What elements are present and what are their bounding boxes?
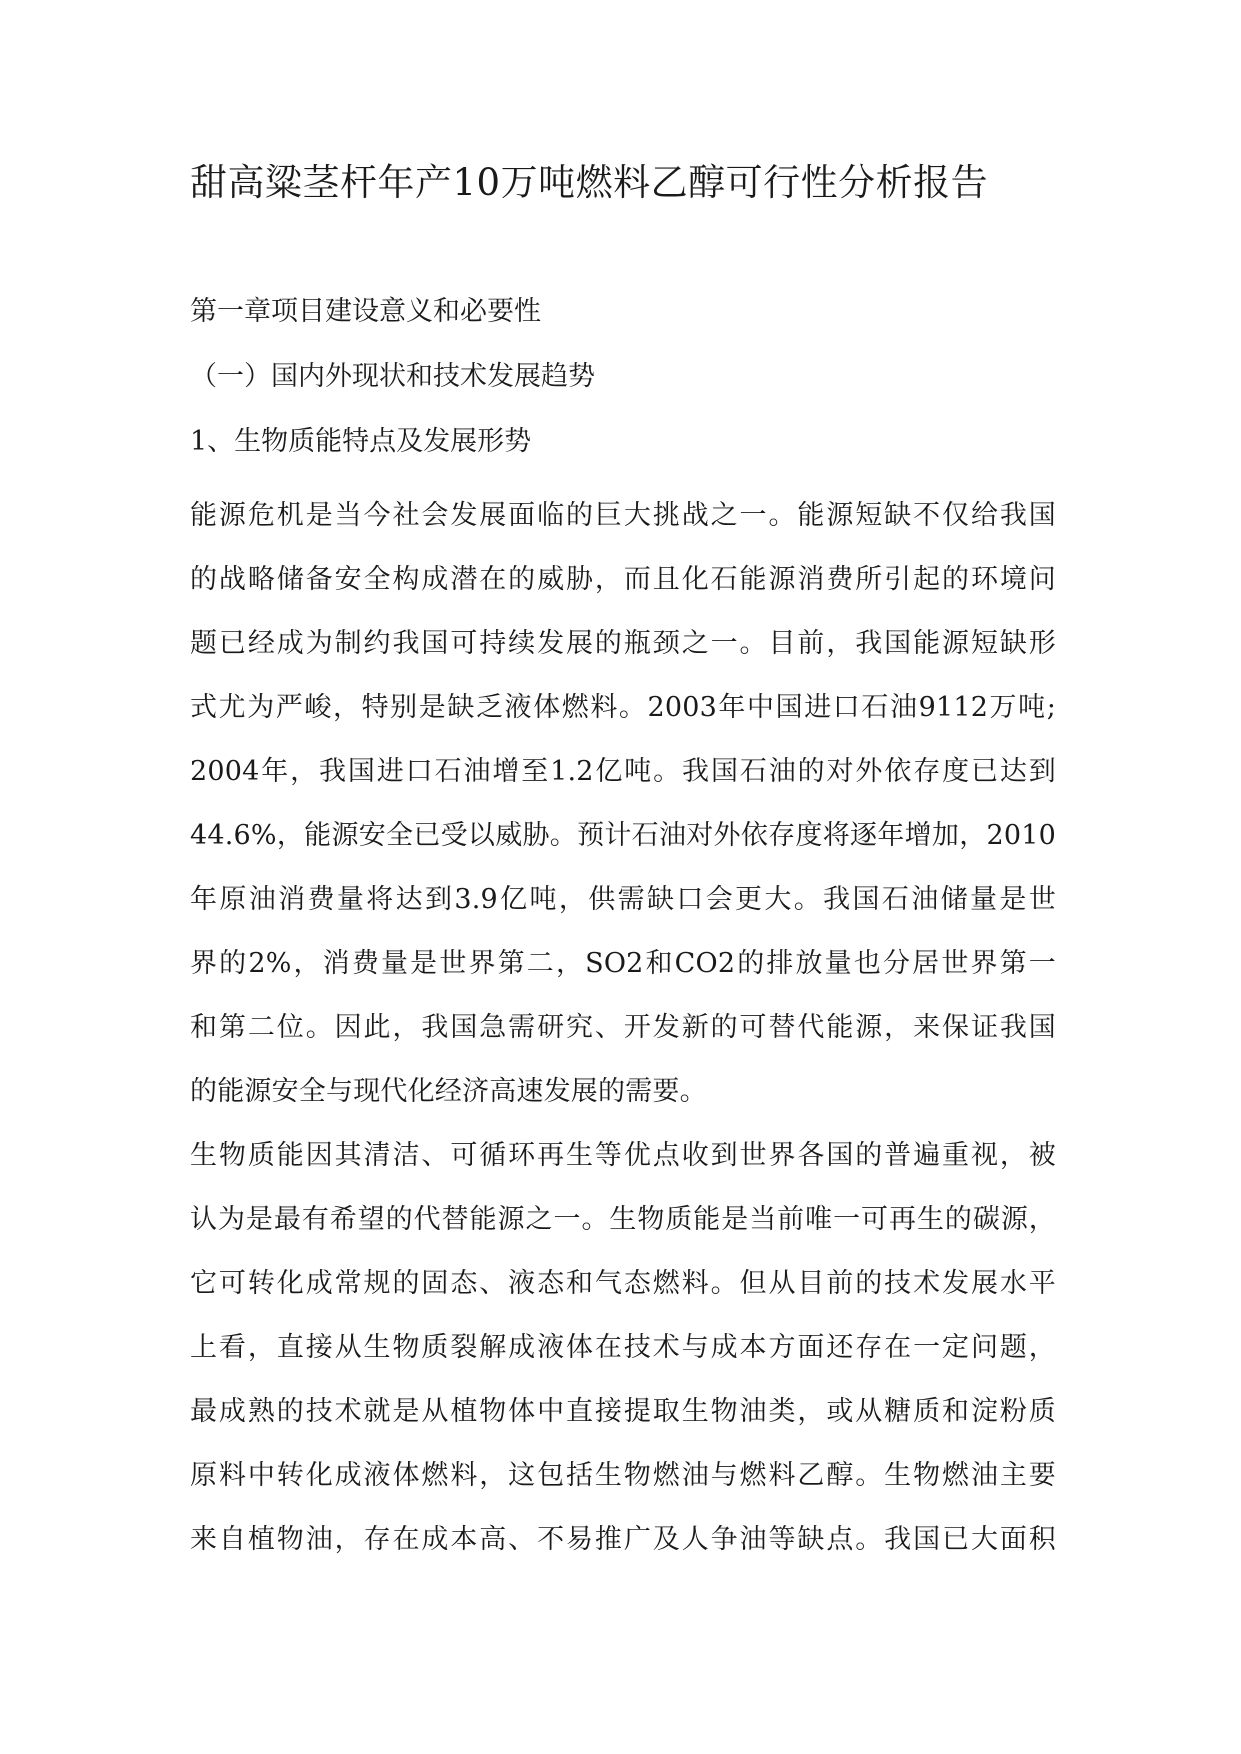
- subsection-heading: 1、生物质能特点及发展形势: [190, 426, 532, 457]
- paragraph-line: 上看，直接从生物质裂解成液体在技术与成本方面还存在一定问题，: [190, 1332, 1056, 1363]
- document-title: 甜高粱茎杆年产10万吨燃料乙醇可行性分析报告: [190, 161, 989, 204]
- paragraph-line: 44.6%，能源安全已受以威胁。预计石油对外依存度将逐年增加，2010: [190, 820, 1056, 851]
- paragraph-line: 能源危机是当今社会发展面临的巨大挑战之一。能源短缺不仅给我国: [190, 500, 1056, 531]
- paragraph-line: 它可转化成常规的固态、液态和气态燃料。但从目前的技术发展水平: [190, 1268, 1056, 1299]
- paragraph-line: 来自植物油，存在成本高、不易推广及人争油等缺点。我国已大面积: [190, 1524, 1056, 1555]
- paragraph-line: 和第二位。因此，我国急需研究、开发新的可替代能源，来保证我国: [190, 1012, 1056, 1043]
- section-heading: （一）国内外现状和技术发展趋势: [190, 361, 595, 392]
- paragraph-line: 生物质能因其清洁、可循环再生等优点收到世界各国的普遍重视，被: [190, 1140, 1056, 1171]
- paragraph-line: 认为是最有希望的代替能源之一。生物质能是当前唯一可再生的碳源，: [190, 1204, 1056, 1235]
- paragraph-line: 年原油消费量将达到3.9亿吨，供需缺口会更大。我国石油储量是世: [190, 884, 1056, 915]
- paragraph-line: 的能源安全与现代化经济高速发展的需要。: [190, 1076, 707, 1107]
- paragraph-energy-crisis: [190, 484, 1056, 1124]
- paragraph-line: 的战略储备安全构成潜在的威胁，而且化石能源消费所引起的环境问: [190, 564, 1056, 595]
- paragraph-line: 最成熟的技术就是从植物体中直接提取生物油类，或从糖质和淀粉质: [190, 1396, 1056, 1427]
- paragraph-biomass-energy: [190, 1124, 1056, 1572]
- paragraph-line: 界的2%，消费量是世界第二，SO2和CO2的排放量也分居世界第一: [190, 948, 1056, 979]
- chapter-heading: 第一章项目建设意义和必要性: [190, 296, 541, 327]
- paragraph-line: 题已经成为制约我国可持续发展的瓶颈之一。目前，我国能源短缺形: [190, 628, 1056, 659]
- paragraph-line: 式尤为严峻，特别是缺乏液体燃料。2003年中国进口石油9112万吨;: [190, 692, 1056, 723]
- paragraph-line: 原料中转化成液体燃料，这包括生物燃油与燃料乙醇。生物燃油主要: [190, 1460, 1056, 1491]
- paragraph-line: 2004年，我国进口石油增至1.2亿吨。我国石油的对外依存度已达到: [190, 756, 1056, 787]
